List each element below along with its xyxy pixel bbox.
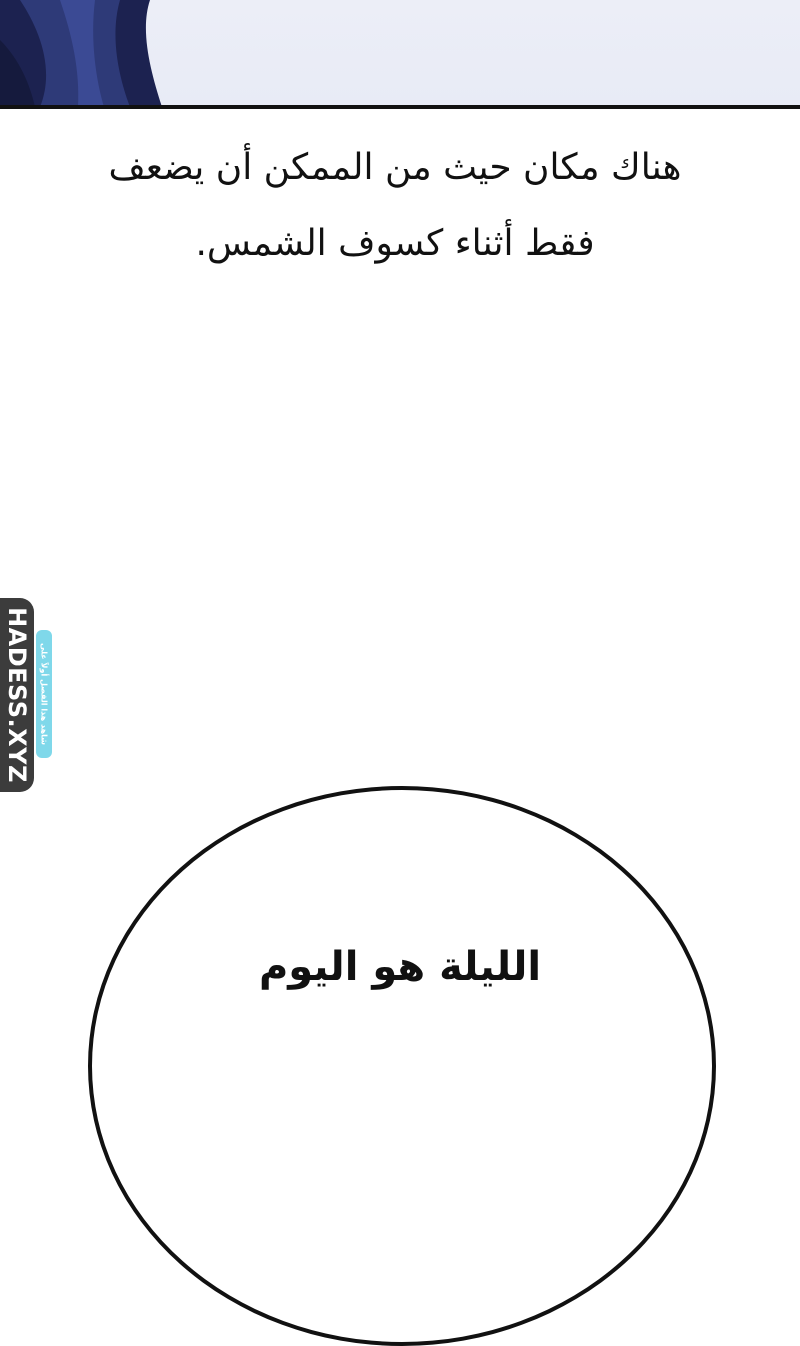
narration-line-1: هناك مكان حيث من الممكن أن يضعف — [108, 147, 682, 188]
top-comic-panel — [0, 0, 800, 107]
watermark-tagline-text: شاهد هذا الفصل أولاً على — [39, 642, 49, 746]
narration-line-2: فقط أثناء كسوف الشمس. — [195, 223, 595, 264]
speech-bubble-text: الليلة هو اليوم — [258, 944, 542, 990]
hair-art — [0, 0, 800, 107]
speech-bubble — [88, 786, 716, 1346]
panel-border — [0, 105, 800, 109]
watermark-tagline-badge — [36, 630, 52, 758]
watermark-site-text: HADESS.XYZ — [3, 607, 31, 783]
site-watermark — [0, 598, 34, 792]
narration-text — [40, 130, 750, 282]
